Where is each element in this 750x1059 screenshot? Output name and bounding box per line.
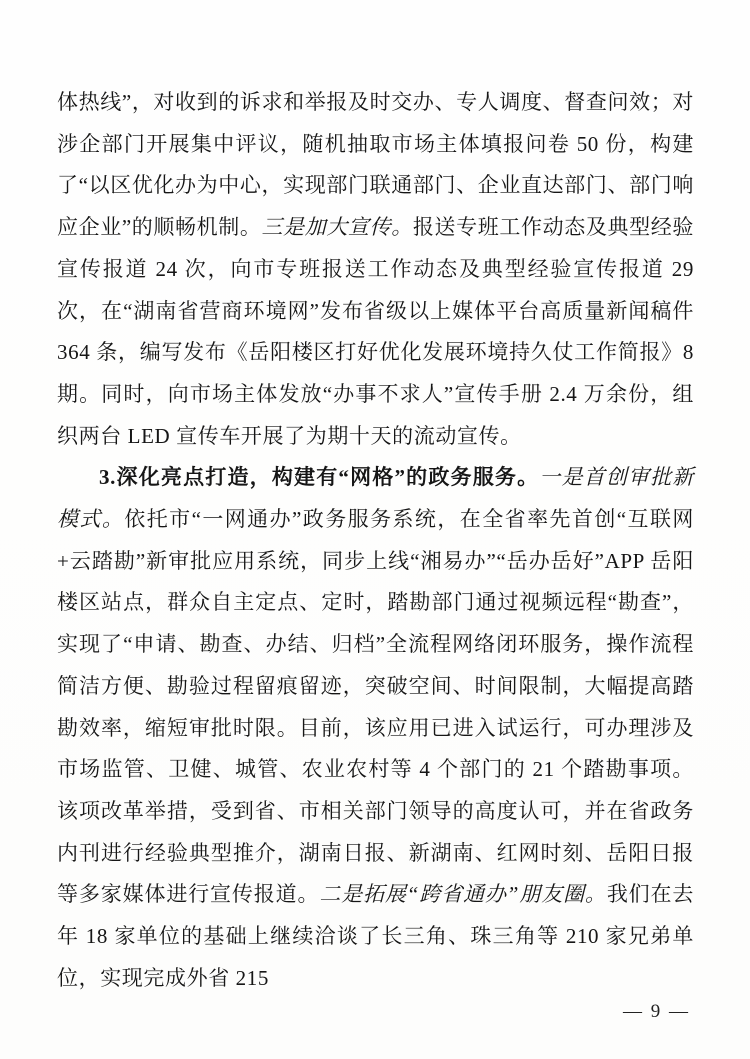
text-run-kai: 二是拓展“跨省通办”朋友圈。 — [319, 882, 607, 907]
paragraph — [57, 457, 694, 999]
text-run-normal: 我们在去年 18 家单位的基础上继续洽谈了长三角、珠三角等 210 家兄弟单位，实现完成外省 215 — [57, 882, 695, 990]
paragraph — [57, 82, 694, 457]
text-run-normal: 依托市“一网通办”政务服务系统，在全省率先首创“互联网+云踏勘”新审批应用系统，同步上线“湘易办”“岳办岳好”APP 岳阳楼区站点，群众自主定点、定时，踏勘部门通过视频远程“勘查”，实现了“申请、勘查、办结、归档”全流程网络闭环服务，操作流程简洁方便、勘验过程留痕留迹，突破空间、时间限制，大幅提高踏勘效率，缩短审批时限。目前，该应用已进入试运行，可办理涉及市场监管、卫健、城管、农业农村等 4 个部门的 21 个踏勘事项。该项改革举措，受到省、市相关部门领导的高度认可，并在省政务内刊进行经验典型推介，湖南日报、新湖南、红网时刻、岳阳日报等多家媒体进行宣传报道。 — [57, 507, 694, 907]
text-run-normal: 报送专班工作动态及典型经验宣传报道 24 次，向市专班报送工作动态及典型经验宣传报道 29 次，在“湖南省营商环境网”发布省级以上媒体平台高质量新闻稿件 364 条，编写发布《岳阳楼区打好优化发展环境持久仗工作简报》8 期。同时，向市场主体发放“办事不求人”宣传手册 2.4 万余份，组织两台 LED 宣传车开展了为期十天的流动宣传。 — [57, 215, 694, 448]
page-number: — 9 — — [623, 1001, 690, 1022]
text-run-normal: 体热线”，对收到的诉求和举报及时交办、专人调度、督查问效；对涉企部门开展集中评议，随机抽取市场主体填报问卷 50 份，构建了“以区优化办为中心，实现部门联通部门、企业直达部门、部门响应企业”的顺畅机制。 — [57, 90, 694, 240]
text-run-kai: 一是首创审批新模式。 — [57, 465, 695, 532]
document-body — [57, 82, 694, 999]
text-run-bold: 3.深化亮点打造，构建有“网格”的政务服务。 — [99, 465, 540, 490]
text-run-kai: 三是加大宣传。 — [261, 215, 413, 240]
